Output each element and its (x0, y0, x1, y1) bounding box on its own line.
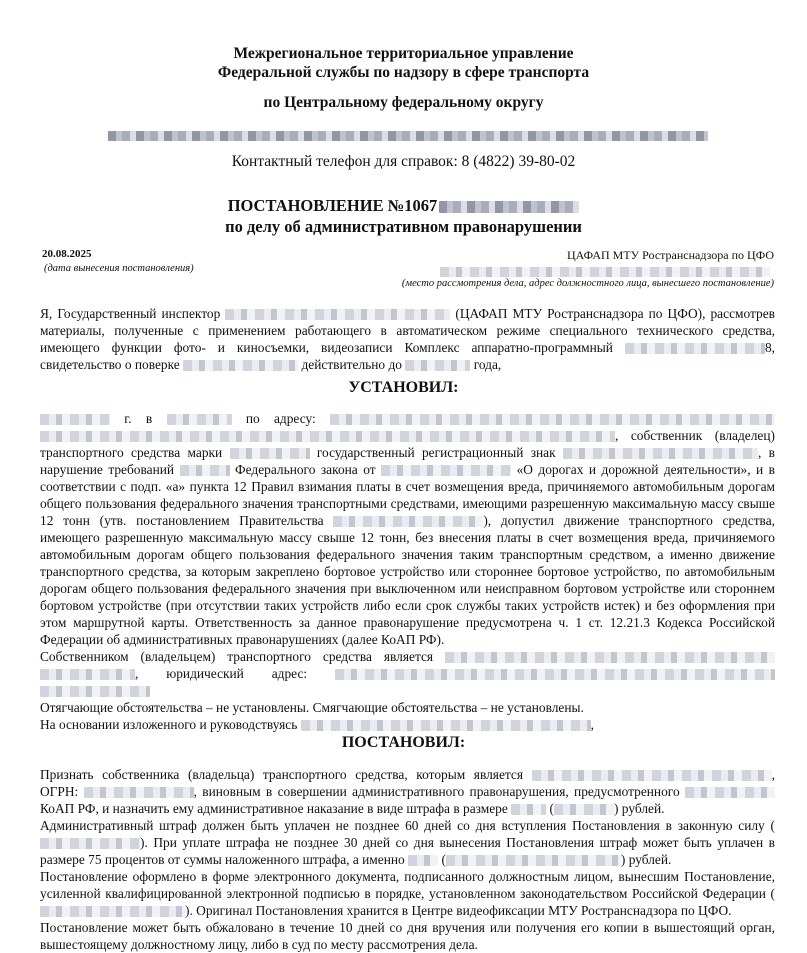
est-text-3c: , в (757, 445, 775, 460)
est-text-1b: по адресу: (245, 411, 316, 426)
owner-text-a: Собственником (владельцем) транспортного средства является (40, 649, 434, 664)
intro-text-b: (ЦАФАП МТУ Ространснадзора по ЦФО), рассмотрев материалы, полученные с применением работающего в автоматическом режиме специального технического средства, имеющего функции фото- и киносъемки, видеозаписи Комплекс аппаратно-программный (40, 306, 775, 355)
est-text-1a: г. в (124, 411, 153, 426)
dec-text-1d: КоАП РФ, и назначить ему административное наказание в виде штрафа в размере (40, 801, 508, 816)
contact-phone: Контактный телефон для справок: 8 (4822) 39-80-02 (231, 153, 576, 170)
resolution-date: 20.08.2025 (42, 248, 92, 260)
dec-text-3a: Постановление оформлено в форме электронного документа, подписанного должностным лицом, вынесшим Постановление, усиленной квалифицированной электронной подписью в порядке, установленном законодательством Российской Федерации (40, 869, 775, 901)
agency-header (0, 44, 807, 112)
basis-text-a: На основании изложенного и руководствуясь (40, 717, 298, 732)
decided-paragraph: Признать собственника (владельца) транспортного средства, которым является , ОГРН: , виновным в совершении административного правонарушения, предусмотренного КоАП РФ, и назначить ему административное наказание в виде штрафа в размере ( ) рублей. Административный штраф должен быть уплачен не позднее 60 дней со дня вступления Постановления в законную силу (). При уплате штрафа не позднее 30 дней со дня вынесения Постановления штраф может быть уплачен в размере 75 процентов от суммы наложенного штрафа, а именно ( ) рублей. Постановление оформлено в форме электронного документа, подписанного должностным лицом, вынесшим Постановление, усиленной квалифицированной электронной подписью в порядке, установленном законодательством Российской Федерации (). Оригинал Постановления хранится в Центре видеофиксации МТУ Ространснадзора по ЦФО. Постановление может быть обжаловано в течение 10 дней со дня вручения или получения его копии в вышестоящий орган, вышестоящему должностному лицу, либо в суд по месту рассмотрения дела. (40, 767, 776, 952)
section-decided-heading: ПОСТАНОВИЛ: (341, 734, 466, 751)
basis-text-b: , (590, 717, 595, 732)
est-text-3a: транспортного средства марки (40, 445, 223, 460)
dec-text-1e: рублей. (621, 801, 665, 816)
intro-text-e: года, (473, 357, 502, 372)
review-place: ЦАФАП МТУ Ространснадзора по ЦФО (567, 248, 774, 262)
est-text-2: , собственник (владелец) (615, 428, 775, 443)
circumstances-text: Отягчающие обстоятельства – не установлены. Смягчающие обстоятельства – не установлены. (40, 700, 584, 715)
document-title (0, 195, 807, 237)
est-text-3b: государственный регистрационный знак (316, 445, 556, 460)
dec-text-3b: ). Оригинал Постановления хранится в Центре видеофиксации МТУ Ространснадзора по ЦФО. (185, 903, 732, 918)
dec-text-2c: ) рублей. (620, 852, 672, 867)
dec-text-4: Постановление может быть обжаловано в течение 10 дней со дня вручения или получения его копии в вышестоящий орган, вышестоящему должностному лицу, либо в суд по месту рассмотрения дела. (40, 920, 775, 952)
owner-text-b: , юридический адрес: (135, 666, 308, 681)
intro-paragraph (40, 305, 775, 373)
est-text-4a: нарушение требований (40, 462, 175, 477)
dec-text-2a: Административный штраф должен быть уплачен не позднее 60 дней со дня вступления Постановления в законную силу (40, 818, 765, 833)
dec-text-2b: ). При уплате штрафа не позднее 30 дней со дня вынесения Постановления штраф может быть уплачен в размере 75 процентов от суммы наложенного штрафа, а именно (40, 835, 775, 867)
dec-text-1b: ОГРН: (40, 784, 79, 799)
dec-text-1a: Признать собственника (владельца) транспортного средства, которым является (40, 767, 524, 782)
agency-line-3: по Центральному федеральному округу (263, 94, 544, 111)
dec-text-1c: , виновным в совершении административного правонарушения, предусмотренного (193, 784, 680, 799)
agency-line-1: Межрегиональное территориальное управление (233, 45, 574, 62)
agency-line-2: Федеральной службы по надзору в сфере транспорта (217, 64, 590, 81)
resolution-number: ПОСТАНОВЛЕНИЕ №1067 (227, 196, 438, 215)
place-caption: (место рассмотрения дела, адрес должностного лица, вынесшего постановление) (401, 278, 774, 289)
agency-address-redacted (108, 127, 728, 145)
intro-text-d: действительно до (301, 357, 402, 372)
intro-text-c: 8, свидетельство о поверке (40, 340, 775, 372)
established-paragraph (40, 410, 775, 733)
est-text-5: и в соответствии с подп. «а» пункта 12 Правил взимания платы в счет возмещения вреда, причиняемого автомобильным дорогам общего пользования федерального значения транспортными средствами, имеющими разрешенную максимальную массу свыше 12 тонн (утв. постановлением Правительства (40, 462, 776, 528)
section-established-heading: УСТАНОВИЛ: (348, 379, 459, 396)
est-text-6: ), допустил движение транспортного средства, имеющего разрешенную максимальную массу свыше 12 тонн, без внесения платы в счет возмещения вреда, причиняемого автомобильным дорогам общего пользования федерального значения таким транспортным средством, а именно движение транспортного средства, за которым закреплено бортовое устройство или стороннее бортовое устройство, по автомобильным дорогам общего пользования федерального значения при выключенном или неисправном бортовом устройстве или стороннем бортовом устройстве (при отсутствии таких устройств либо если срок службы таких устройств истек) и без оформления при этом маршрутной карты. Ответственность за данное правонарушение предусмотрена ч. 1 ст. 12.21.3 Кодекса Российской Федерации об административных правонарушениях (далее КоАП РФ). (40, 513, 775, 647)
intro-text-a: Я, Государственный инспектор (40, 306, 221, 321)
resolution-subtitle: по делу об административном правонарушении (225, 217, 582, 236)
est-text-4c: «О дорогах и дорожной деятельности», (516, 462, 751, 477)
date-caption: (дата вынесения постановления) (44, 263, 194, 274)
est-text-4b: Федерального закона от (235, 462, 376, 477)
